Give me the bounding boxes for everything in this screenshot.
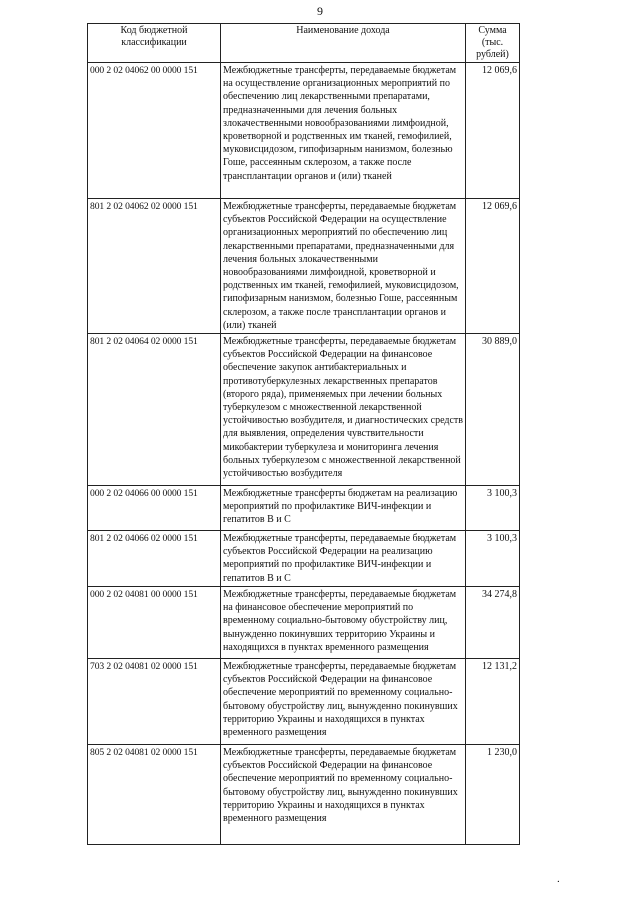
page-number: 9 [317, 4, 323, 18]
row-code: 801 2 02 04064 02 0000 151 [88, 334, 221, 486]
row-name: Межбюджетные трансферты, передаваемые бюджетам субъектов Российской Федерации на финансовое обеспечение мероприятий по временному социально-бытовому обустройству лиц, вынужденно покинувших территорию Украины и находящихся в пунктах временного размещения [221, 659, 466, 745]
row-name: Межбюджетные трансферты, передаваемые бюджетам на финансовое обеспечение мероприятий по временному социально-бытовому обустройству лиц, вынужденно покинувших территорию Украины и находящихся в пунктах временного размещения [221, 587, 466, 659]
row-code: 000 2 02 04081 00 0000 151 [88, 587, 221, 659]
revenue-table [87, 23, 520, 845]
row-name: Межбюджетные трансферты, передаваемые бюджетам субъектов Российской Федерации на осуществление организационных мероприятий по обеспечению лиц лекарственными препаратами, предназначенными для лечения больных злокачественными новообразованиями лимфоидной, кроветворной и родственных им тканей, гемофилией, муковисцидозом, гипофизарным нанизмом, болезнью Гоше, рассеянным склерозом, а также после трансплантации органов и (или) тканей [221, 199, 466, 334]
table-row [88, 199, 520, 334]
table-header-row [88, 24, 520, 63]
row-code: 000 2 02 04062 00 0000 151 [88, 63, 221, 199]
row-sum: 12 069,6 [466, 63, 520, 199]
footer-mark: . [557, 873, 560, 885]
table-row [88, 486, 520, 531]
row-sum: 3 100,3 [466, 486, 520, 531]
row-name: Межбюджетные трансферты бюджетам на реализацию мероприятий по профилактике ВИЧ-инфекции и гепатитов В и С [221, 486, 466, 531]
row-sum: 30 889,0 [466, 334, 520, 486]
row-name: Межбюджетные трансферты, передаваемые бюджетам субъектов Российской Федерации на финансовое обеспечение закупок антибактериальных и противотуберкулезных лекарственных препаратов (второго ряда), применяемых при лечении больных туберкулезом с множественной лекарственной устойчивостью возбудителя, и диагностических средств для выявления, определения чувствительности микобактерии туберкулеза и мониторинга лечения больных туберкулезом с множественной лекарственной устойчивостью возбудителя [221, 334, 466, 486]
header-code: Код бюджетной классификации [88, 24, 221, 63]
row-name: Межбюджетные трансферты, передаваемые бюджетам субъектов Российской Федерации на финансовое обеспечение мероприятий по временному социально-бытовому обустройству лиц, вынужденно покинувших территорию Украины и находящихся в пунктах временного размещения [221, 745, 466, 845]
header-name: Наименование дохода [221, 24, 466, 63]
row-name: Межбюджетные трансферты, передаваемые бюджетам на осуществление организационных мероприятий по обеспечению лиц лекарственными препаратами, предназначенными для лечения больных злокачественными новообразованиями лимфоидной, кроветворной и родственных им тканей, гемофилией, муковисцидозом, гипофизарным нанизмом, болезнью Гоше, рассеянным склерозом, а также после трансплантации органов и (или) тканей [221, 63, 466, 199]
row-sum: 1 230,0 [466, 745, 520, 845]
table-row [88, 63, 520, 199]
table-row [88, 745, 520, 845]
row-sum: 12 131,2 [466, 659, 520, 745]
row-code: 801 2 02 04066 02 0000 151 [88, 531, 221, 587]
row-code: 801 2 02 04062 02 0000 151 [88, 199, 221, 334]
table-row [88, 659, 520, 745]
table-row [88, 334, 520, 486]
row-name: Межбюджетные трансферты, передаваемые бюджетам субъектов Российской Федерации на реализацию мероприятий по профилактике ВИЧ-инфекции и гепатитов В и С [221, 531, 466, 587]
table-row [88, 531, 520, 587]
header-sum: Сумма (тыс. рублей) [466, 24, 520, 63]
row-sum: 34 274,8 [466, 587, 520, 659]
table-row [88, 587, 520, 659]
row-sum: 3 100,3 [466, 531, 520, 587]
row-code: 000 2 02 04066 00 0000 151 [88, 486, 221, 531]
row-code: 703 2 02 04081 02 0000 151 [88, 659, 221, 745]
row-sum: 12 069,6 [466, 199, 520, 334]
row-code: 805 2 02 04081 02 0000 151 [88, 745, 221, 845]
